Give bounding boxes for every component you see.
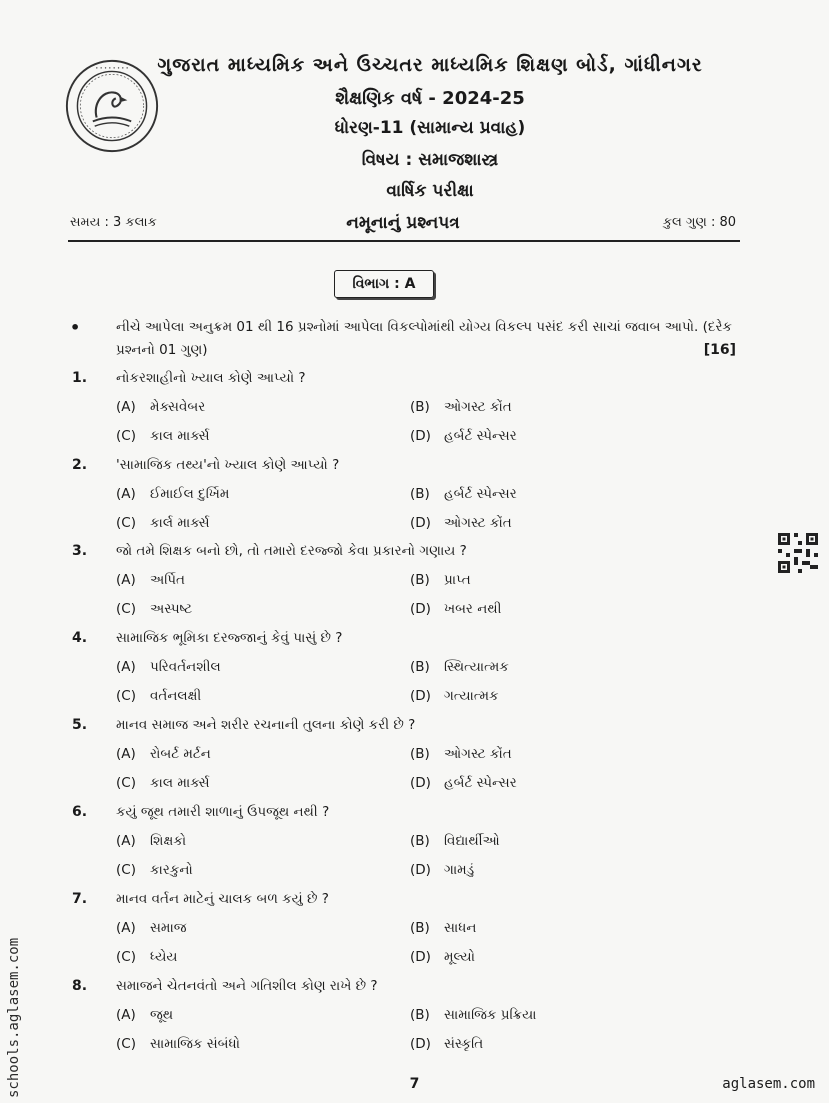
- option-label: (D): [410, 428, 431, 444]
- option-c: [116, 601, 192, 617]
- exam-duration: સમય : 3 કલાક: [70, 215, 157, 230]
- option-label: (C): [116, 428, 136, 444]
- option-text: હર્બર્ટ સ્પેન્સર: [444, 428, 517, 444]
- option-c: [116, 515, 210, 531]
- option-text: કાલ માર્ક્સ: [150, 428, 210, 444]
- option-label: (B): [410, 659, 430, 675]
- question-text: સમાજને ચેતનવંતો અને ગતિશીલ કોણ રાખે છે ?: [116, 978, 378, 994]
- option-text: સંસ્કૃતિ: [444, 1036, 484, 1052]
- option-b: [410, 572, 471, 588]
- option-label: (D): [410, 601, 431, 617]
- option-text: જૂથ: [150, 1007, 174, 1023]
- option-label: (B): [410, 486, 430, 502]
- option-label: (C): [116, 1036, 136, 1052]
- option-text: હર્બર્ટ સ્પેન્સર: [444, 775, 517, 791]
- option-label: (C): [116, 862, 136, 878]
- option-label: (A): [116, 1007, 136, 1023]
- option-b: [410, 833, 500, 849]
- option-a: [116, 659, 221, 675]
- option-label: (B): [410, 399, 430, 415]
- subject-title: વિષય : સમાજશાસ્ત્ર: [361, 150, 499, 170]
- option-text: ગામડું: [444, 862, 475, 878]
- option-text: સ્થિત્યાત્મક: [444, 659, 509, 675]
- exam-name: વાર્ષિક પરીક્ષા: [386, 181, 474, 201]
- total-marks: કુલ ગુણ : 80: [662, 215, 736, 230]
- standard-stream: ધોરણ-11 (સામાન્ય પ્રવાહ): [334, 118, 526, 138]
- option-b: [410, 746, 512, 762]
- question-number: 4.: [72, 630, 88, 646]
- option-text: ખબર નથી: [444, 601, 502, 617]
- academic-year: શૈક્ષણિક વર્ષ - 2024-25: [335, 88, 525, 109]
- option-text: ઓગસ્ટ કોંત: [444, 746, 512, 762]
- question-text: કયું જૂથ તમારી શાળાનું ઉપજૂથ નથી ?: [116, 804, 330, 820]
- option-d: [410, 428, 517, 444]
- option-c: [116, 1036, 240, 1052]
- option-text: વર્તનલક્ષી: [150, 688, 202, 704]
- option-text: ઓગસ્ટ કોંત: [444, 515, 512, 531]
- question-number: 7.: [72, 891, 88, 907]
- option-text: સાધન: [444, 920, 477, 936]
- question-number: 2.: [72, 457, 88, 473]
- option-c: [116, 949, 177, 965]
- option-text: કાર્લ માર્ક્સ: [150, 515, 210, 531]
- option-d: [410, 515, 512, 531]
- option-label: (C): [116, 775, 136, 791]
- section-marks: [16]: [703, 342, 736, 358]
- option-c: [116, 428, 210, 444]
- option-a: [116, 486, 229, 502]
- board-name: ગુજરાત માધ્યમિક અને ઉચ્ચતર માધ્યમિક શિક્ષણ બોર્ડ, ગાંધીનગર: [157, 54, 703, 76]
- option-label: (D): [410, 862, 431, 878]
- question-text: જો તમે શિક્ષક બનો છો, તો તમારો દરજ્જો કેવા પ્રકારનો ગણાય ?: [116, 543, 467, 559]
- option-text: સમાજ: [150, 920, 187, 936]
- option-label: (B): [410, 572, 430, 588]
- question-text: માનવ વર્તન માટેનું ચાલક બળ કયું છે ?: [116, 891, 329, 907]
- option-text: મૂલ્યો: [444, 949, 475, 965]
- option-d: [410, 775, 517, 791]
- qr-code-icon: [778, 533, 818, 573]
- option-b: [410, 1007, 536, 1023]
- option-label: (D): [410, 515, 431, 531]
- option-b: [410, 920, 476, 936]
- option-b: [410, 399, 512, 415]
- option-a: [116, 746, 211, 762]
- section-label: વિભાગ : A: [334, 270, 434, 298]
- question-number: 6.: [72, 804, 88, 820]
- instruction-text: નીચે આપેલા અનુક્રમ 01 થી 16 પ્રશ્નોમાં આપેલા વિકલ્પોમાંથી યોગ્ય વિકલ્પ પસંદ કરી સાચાં જવાબ આપો. (દરેક પ્રશ્નનો 01 ગુણ): [116, 319, 732, 358]
- exam-meta-row: [70, 213, 736, 235]
- option-label: (C): [116, 515, 136, 531]
- option-text: કાલ માર્ક્સ: [150, 775, 210, 791]
- option-text: અસ્પષ્ટ: [150, 601, 193, 617]
- option-a: [116, 1007, 173, 1023]
- option-label: (A): [116, 920, 136, 936]
- option-a: [116, 833, 186, 849]
- option-text: વિદ્યાર્થીઓ: [444, 833, 500, 849]
- option-d: [410, 862, 474, 878]
- watermark-bottom: aglasem.com: [722, 1076, 815, 1092]
- option-label: (B): [410, 746, 430, 762]
- option-c: [116, 775, 210, 791]
- option-d: [410, 1036, 483, 1052]
- question-text: નોકરશાહીનો ખ્યાલ કોણે આપ્યો ?: [116, 370, 306, 386]
- svg-text:• • • • • • • •: • • • • • • • •: [95, 66, 129, 72]
- option-a: [116, 399, 205, 415]
- header-divider: [68, 240, 740, 242]
- option-text: ધ્યેય: [150, 949, 178, 965]
- option-label: (D): [410, 949, 431, 965]
- option-text: હર્બર્ટ સ્પેન્સર: [444, 486, 517, 502]
- question-text: 'સામાજિક તથ્ય'નો ખ્યાલ કોણે આપ્યો ?: [116, 457, 340, 473]
- option-text: ગત્યાત્મક: [444, 688, 499, 704]
- option-label: (A): [116, 746, 136, 762]
- instruction-block: [70, 316, 736, 362]
- option-d: [410, 688, 499, 704]
- option-text: સામાજિક સંબંધો: [150, 1036, 240, 1052]
- option-label: (D): [410, 688, 431, 704]
- option-label: (D): [410, 1036, 431, 1052]
- bullet-icon: •: [70, 318, 81, 337]
- option-a: [116, 920, 187, 936]
- option-label: (B): [410, 833, 430, 849]
- question-text: સામાજિક ભૂમિકા દરજ્જાનું કેવું પાસું છે ?: [116, 630, 343, 646]
- option-label: (C): [116, 601, 136, 617]
- option-text: પરિવર્તનશીલ: [150, 659, 221, 675]
- option-text: ઈમાઈલ દુર્ખિમ: [150, 486, 230, 502]
- board-emblem-logo: [64, 58, 160, 154]
- option-label: (B): [410, 920, 430, 936]
- option-text: રોબર્ટ મર્ટન: [150, 746, 211, 762]
- option-b: [410, 486, 517, 502]
- option-c: [116, 862, 193, 878]
- option-label: (A): [116, 572, 136, 588]
- option-text: કારકુનો: [150, 862, 193, 878]
- option-label: (A): [116, 659, 136, 675]
- option-label: (A): [116, 833, 136, 849]
- paper-title: નમૂનાનું પ્રશ્નપત્ર: [346, 213, 460, 233]
- watermark-side: schools.aglasem.com: [6, 937, 22, 1098]
- option-text: શિક્ષકો: [150, 833, 187, 849]
- option-label: (A): [116, 399, 136, 415]
- question-number: 1.: [72, 370, 88, 386]
- option-d: [410, 949, 475, 965]
- page-number: 7: [409, 1076, 420, 1092]
- question-number: 5.: [72, 717, 88, 733]
- option-text: પ્રાપ્ત: [444, 572, 471, 588]
- option-b: [410, 659, 509, 675]
- option-text: અર્પિત: [150, 572, 186, 588]
- option-label: (A): [116, 486, 136, 502]
- option-d: [410, 601, 501, 617]
- option-text: સામાજિક પ્રક્રિયા: [444, 1007, 537, 1023]
- question-text: માનવ સમાજ અને શરીર રચનાની તુલના કોણે કરી છે ?: [116, 717, 416, 733]
- option-label: (C): [116, 949, 136, 965]
- question-number: 8.: [72, 978, 88, 994]
- option-label: (B): [410, 1007, 430, 1023]
- option-label: (D): [410, 775, 431, 791]
- question-number: 3.: [72, 543, 88, 559]
- option-label: (C): [116, 688, 136, 704]
- option-text: મેક્સવેબર: [150, 399, 206, 415]
- option-a: [116, 572, 185, 588]
- option-c: [116, 688, 201, 704]
- option-text: ઓગસ્ટ કોંત: [444, 399, 512, 415]
